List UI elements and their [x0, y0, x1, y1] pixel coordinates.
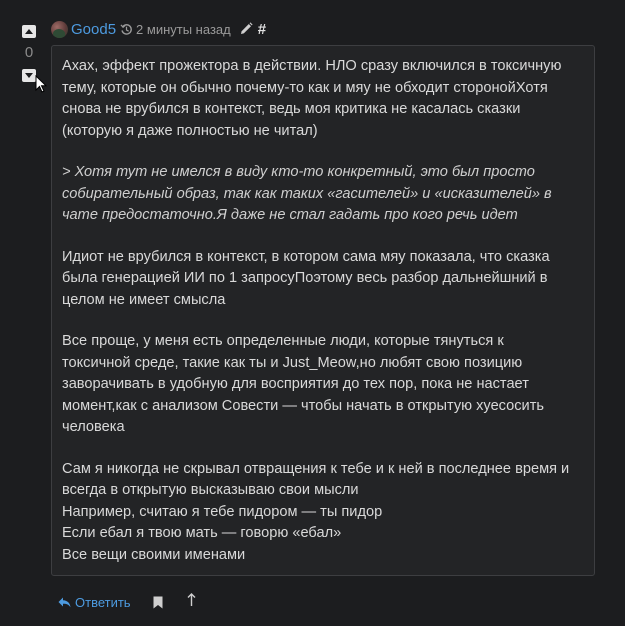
comment-line: целом не имеет смысла: [62, 291, 226, 308]
scroll-up-button[interactable]: [187, 593, 196, 611]
history-icon[interactable]: [120, 23, 133, 36]
timestamp: 2 минуты назад: [136, 21, 231, 37]
comment-line: собирательный образ, так как таких «гасителей» и «исказителей» в: [62, 185, 552, 202]
comment-line: Если ебал я твою мать — говорю «ебал»: [62, 525, 342, 541]
comment-line: Ахах, эффект прожектора в действии. НЛО сразу включился в токсичную: [62, 58, 562, 74]
triangle-up-icon: [25, 28, 33, 35]
comment-paragraph: [62, 331, 583, 439]
comment-line: тему, которые он обычно почему-то как и мяу не обходит сторонойХотя: [62, 79, 548, 96]
triangle-down-icon: [25, 72, 33, 79]
comment-line: чате предостаточно.Я даже не стал гадать про кого речь идет: [62, 207, 518, 223]
comment-line: человека: [62, 419, 125, 435]
avatar[interactable]: [51, 21, 68, 38]
reply-label: Ответить: [75, 594, 131, 610]
comment-line: Идиот не врубился в контекст, в котором сама мяу показала, что сказка: [62, 248, 550, 265]
comment-body: [51, 45, 595, 576]
pencil-icon[interactable]: [239, 22, 253, 36]
comment-line: > Хотя тут не имелся в виду кто-то конкретный, это был просто: [62, 164, 535, 180]
comment-line: момент,как с анализом Совести — чтобы начать в открытую хуесосить: [62, 397, 544, 414]
arrow-up-icon: [187, 593, 196, 607]
downvote-button[interactable]: [22, 69, 36, 82]
upvote-button[interactable]: [22, 25, 36, 38]
comment-line: (которую я даже полностью не читал): [62, 122, 318, 139]
reply-button[interactable]: [58, 595, 131, 610]
vote-count: 0: [24, 44, 34, 61]
comment-line: всегда в открытую высказываю свои мысли: [62, 482, 359, 498]
comment-paragraph: [62, 459, 583, 567]
comment-line: Все вещи своими именами: [62, 546, 246, 563]
comment-line: снова не врубился в контекст, ведь моя критика не касалась сказки: [62, 101, 521, 117]
comment-paragraph: [62, 247, 583, 312]
author-link[interactable]: Good5: [71, 20, 117, 38]
permalink-hash[interactable]: #: [257, 20, 267, 38]
mouse-cursor-icon: [35, 75, 47, 94]
comment-line: токсичной среде, такие как ты и Just_Meow,но любят свою позицию: [62, 354, 523, 371]
quote-paragraph: [62, 162, 583, 227]
comment-line: Например, считаю я тебе пидором — ты пидор: [62, 503, 383, 520]
comment-footer: [58, 590, 196, 614]
comment-line: Все проще, у меня есть определенные люди, которые тянуться к: [62, 333, 504, 349]
comment-line: заворачивать в удобную для восприятия до тех пор, пока не настает: [62, 376, 529, 392]
comment-line: была генерацией ИИ по 1 запросуПоэтому весь разбор дальнейшний в: [62, 270, 548, 286]
comment-header: [51, 17, 266, 41]
bookmark-icon: [153, 596, 163, 609]
comment-paragraph: [62, 56, 583, 142]
reply-arrow-icon: [58, 597, 71, 608]
comment-line: Сам я никогда не скрывал отвращения к тебе и к ней в последнее время и: [62, 460, 570, 477]
bookmark-button[interactable]: [153, 596, 163, 609]
